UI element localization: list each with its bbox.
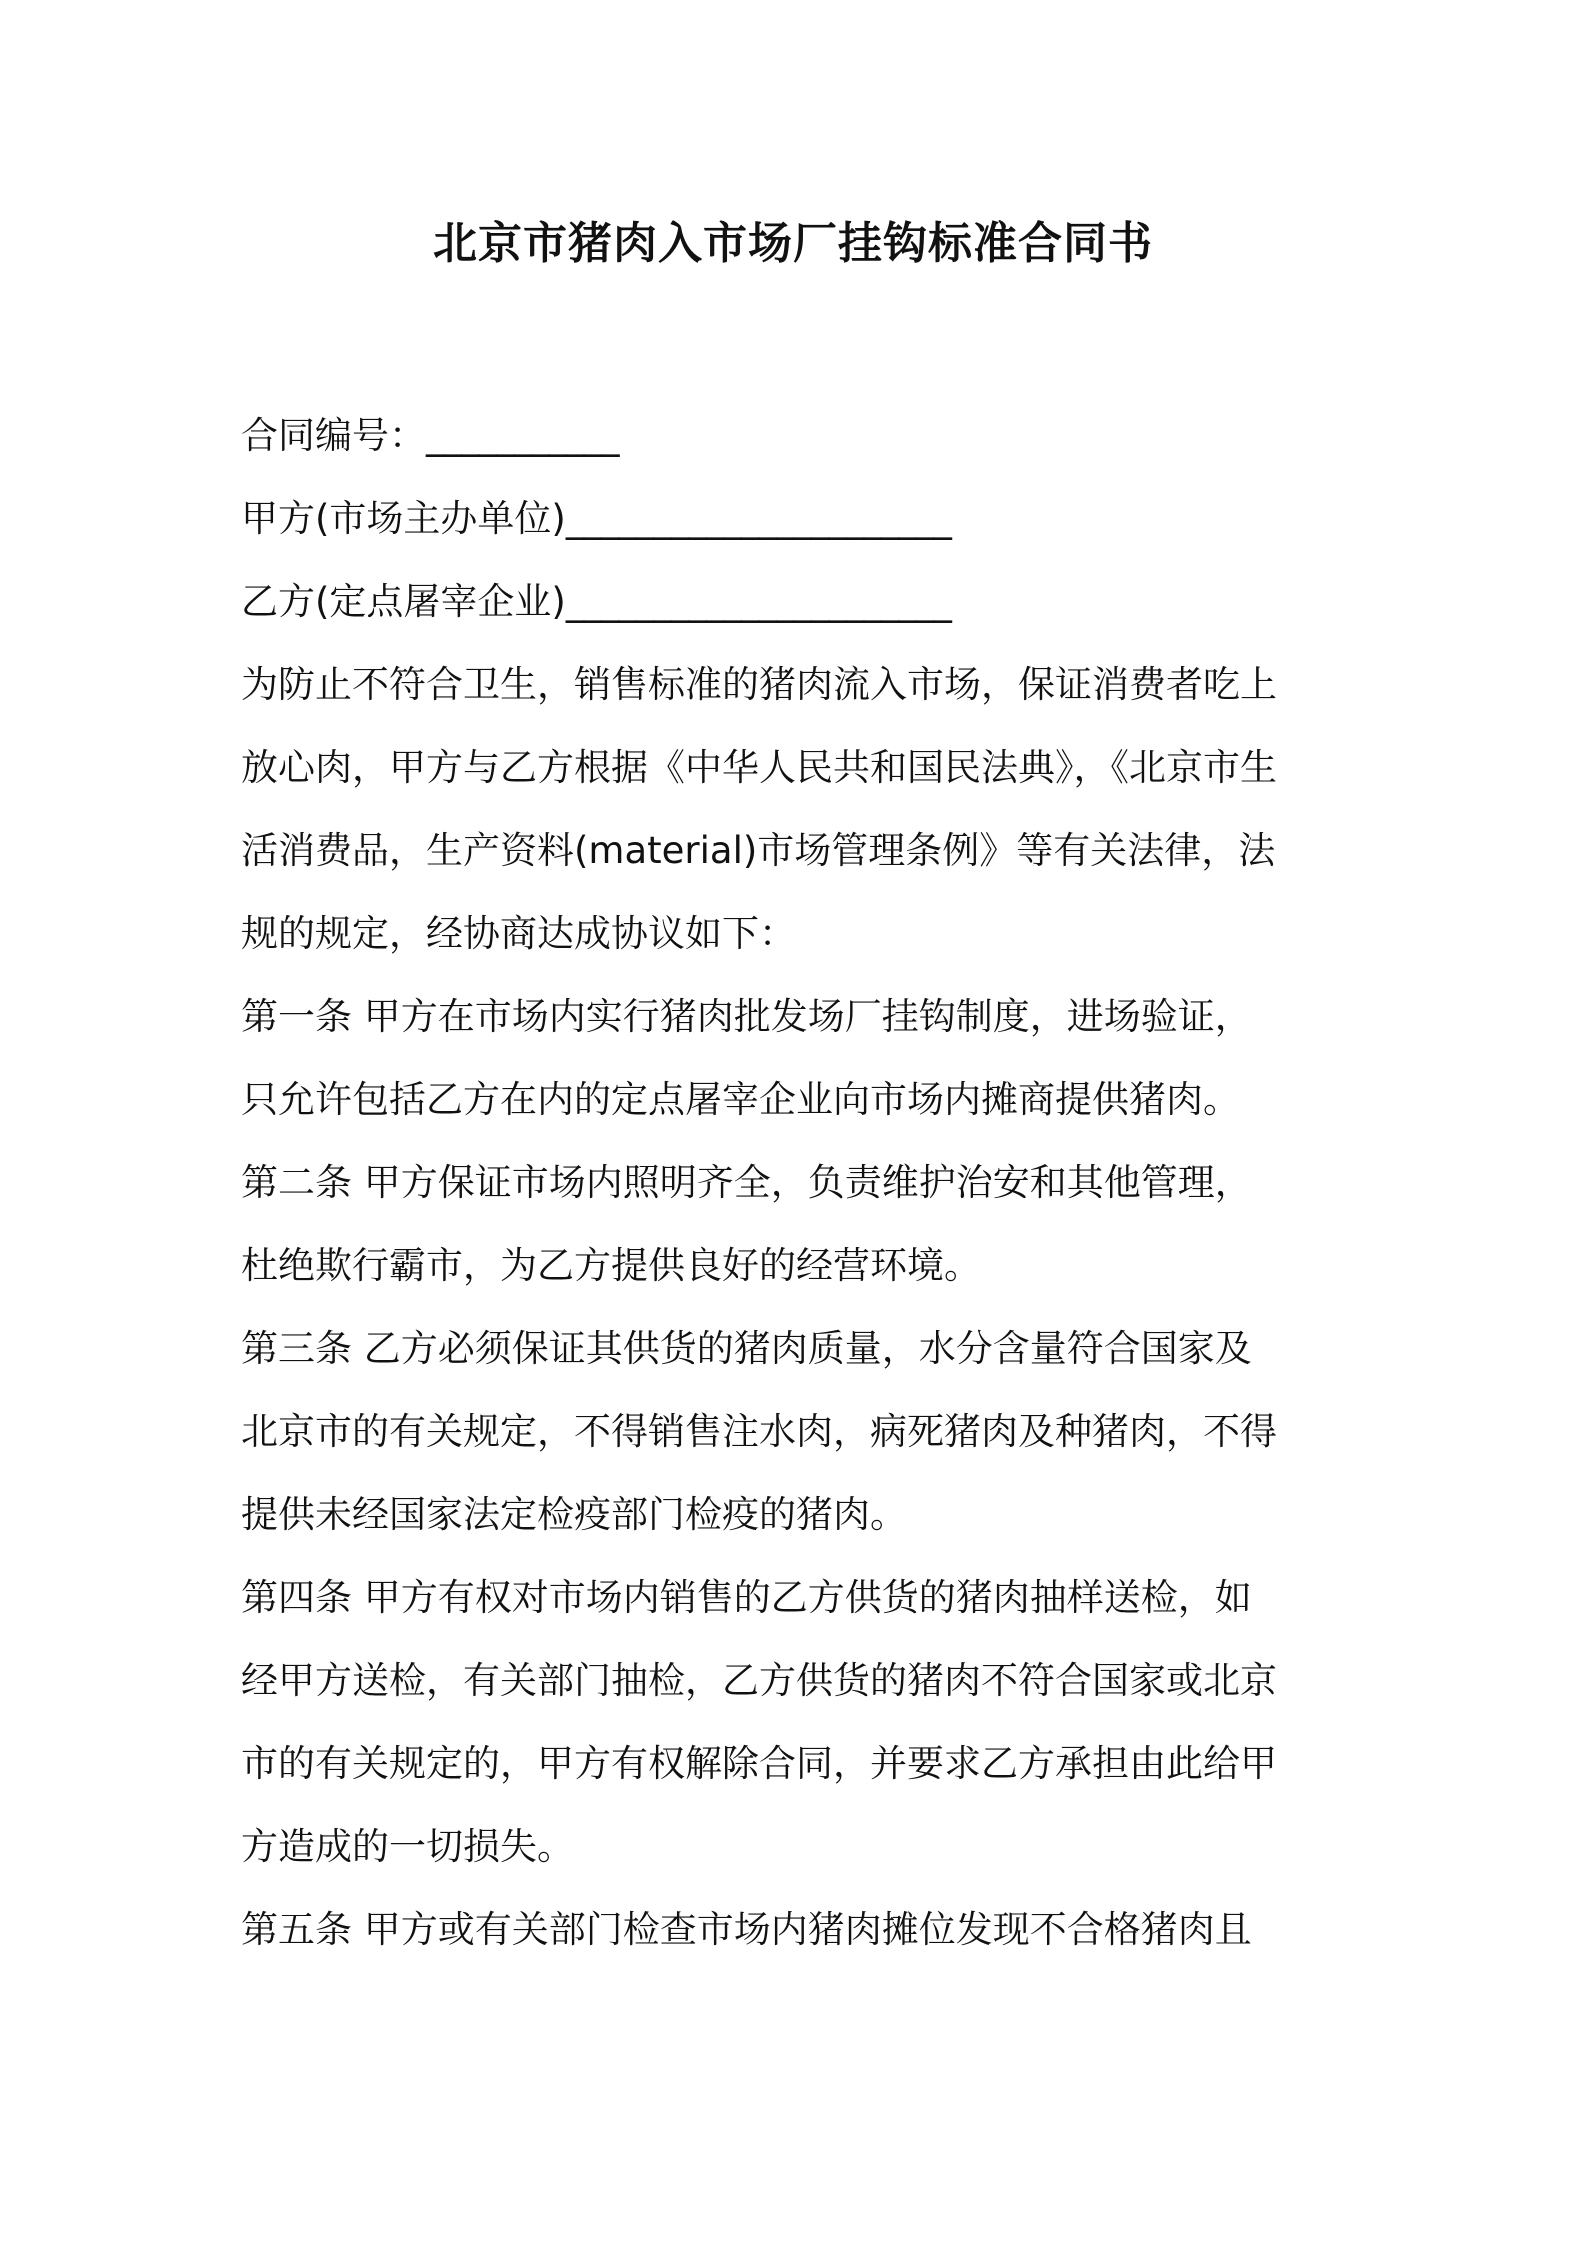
party-b-blank: ______________________ [565, 580, 951, 623]
article-3-line: 提供未经国家法定检疫部门检疫的猪肉。 [241, 1493, 907, 1536]
contract-number-line [241, 394, 1351, 477]
contract-number-label: 合同编号： [241, 414, 426, 457]
article-3-line: 第三条 乙方必须保证其供货的猪肉质量，水分含量符合国家及 [241, 1327, 1252, 1370]
preamble-line: 活消费品，生产资料(material)市场管理条例》等有关法律，法 [241, 829, 1276, 872]
article-1-line: 只允许包括乙方在内的定点屠宰企业向市场内摊商提供猪肉。 [241, 1078, 1240, 1121]
article-4-line: 第四条 甲方有权对市场内销售的乙方供货的猪肉抽样送检，如 [241, 1576, 1252, 1619]
article-4-line: 市的有关规定的，甲方有权解除合同，并要求乙方承担由此给甲 [241, 1742, 1277, 1785]
document-title: 北京市猪肉入市场厂挂钩标准合同书 [433, 218, 1153, 269]
article-3-line: 北京市的有关规定，不得销售注水肉，病死猪肉及种猪肉，不得 [241, 1410, 1277, 1453]
document-body [241, 394, 1351, 1971]
article-5-line: 第五条 甲方或有关部门检查市场内猪肉摊位发现不合格猪肉且 [241, 1908, 1252, 1951]
article-4-line: 经甲方送检，有关部门抽检，乙方供货的猪肉不符合国家或北京 [241, 1659, 1277, 1702]
contract-number-blank: ___________ [426, 414, 619, 457]
article-4-line: 方造成的一切损失。 [241, 1825, 574, 1868]
article-2-line: 杜绝欺行霸市，为乙方提供良好的经营环境。 [241, 1244, 981, 1287]
preamble-line: 为防止不符合卫生，销售标准的猪肉流入市场，保证消费者吃上 [241, 663, 1277, 706]
party-a-blank: ______________________ [565, 497, 951, 540]
party-a-line [241, 477, 1351, 560]
party-a-label: 甲方(市场主办单位) [241, 497, 566, 540]
party-b-label: 乙方(定点屠宰企业) [241, 580, 566, 623]
party-b-line [241, 560, 1351, 643]
preamble-line: 放心肉，甲方与乙方根据《中华人民共和国民法典》，《北京市生 [241, 746, 1277, 789]
preamble-line: 规的规定，经协商达成协议如下： [241, 912, 796, 955]
article-1-line: 第一条 甲方在市场内实行猪肉批发场厂挂钩制度，进场验证， [241, 995, 1252, 1038]
article-2-line: 第二条 甲方保证市场内照明齐全，负责维护治安和其他管理， [241, 1161, 1252, 1204]
